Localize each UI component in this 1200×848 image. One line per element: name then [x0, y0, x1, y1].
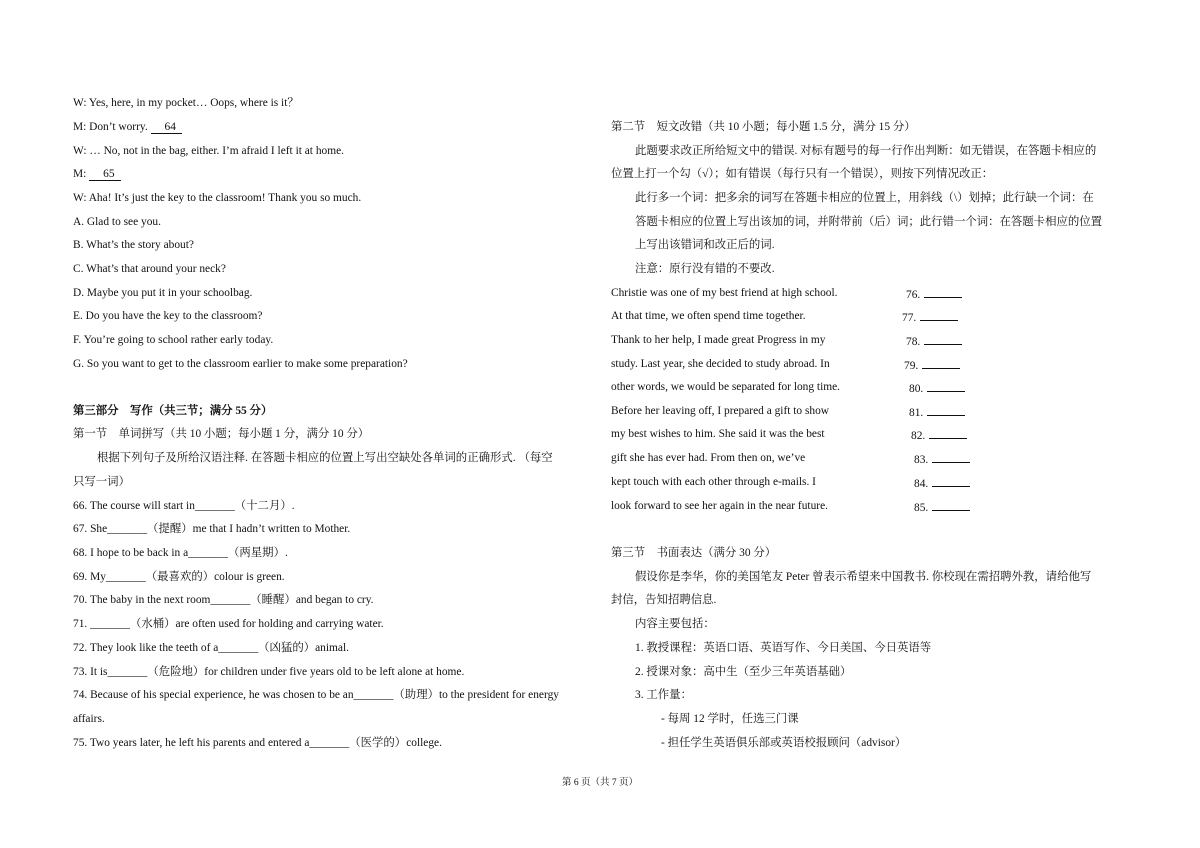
passage-line: gift she has ever had. From then on, we’ve [611, 452, 806, 464]
spelling-item: 68. I hope to be back in a_______（两星期）. [73, 547, 288, 559]
answer-blank [924, 286, 962, 298]
page-footer: 第 6 页（共 7 页） [561, 778, 638, 788]
dialogue-speaker-text: M: [73, 168, 87, 180]
spelling-item: 72. They look like the teeth of a_______（凶猛的）animal. [73, 642, 349, 654]
passage-line-number: 78. [906, 333, 962, 349]
content-title: 内容主要包括： [635, 618, 715, 630]
section2-note: 注意：原行没有错的不要改. [635, 263, 775, 275]
dialogue-line: W: … No, not in the bag, either. I’m afraid I left it at home. [73, 145, 344, 157]
passage-line: kept touch with each other through e-mails. I [611, 476, 816, 488]
content-point: 2. 授课对象：高中生（至少三年英语基础） [635, 666, 852, 678]
section2-instruction: 上写出该错词和改正后的词. [635, 239, 775, 251]
passage-line: At that time, we often spend time together. [611, 310, 806, 322]
section2-instruction: 位置上打一个勾（√）；如有错误（每行只有一个错误），则按下列情况改正： [611, 168, 994, 180]
content-subpoint: - 担任学生英语俱乐部或英语校报顾问（advisor） [661, 737, 907, 749]
spelling-item: 66. The course will start in_______（十二月）. [73, 500, 295, 512]
spelling-item: 73. It is_______（危险地）for children under five years old to be left alone at home. [73, 666, 465, 678]
answer-blank [924, 333, 962, 345]
answer-blank [927, 380, 965, 392]
spelling-item: 70. The baby in the next room_______（睡醒）and began to cry. [73, 594, 374, 606]
passage-line-number: 81. [909, 404, 965, 420]
answer-blank [922, 357, 960, 369]
section2-title: 第二节 短文改错（共 10 小题；每小题 1.5 分，满分 15 分） [611, 121, 916, 133]
section2-instruction: 答题卡相应的位置上写出该加的词，并附带前（后）词；此行错一个词：在答题卡相应的位置 [635, 216, 1103, 228]
passage-line: my best wishes to him. She said it was the best [611, 428, 825, 440]
spelling-item: 74. Because of his special experience, he was chosen to be an_______（助理）to the president for energy [73, 689, 559, 701]
option-item: A. Glad to see you. [73, 216, 161, 228]
section1-instruction: 根据下列句子及所给汉语注释. 在答题卡相应的位置上写出空缺处各单词的正确形式. （每空 [97, 452, 553, 464]
passage-line-number: 82. [911, 427, 967, 443]
answer-blank [929, 427, 967, 439]
answer-blank-65: 65 [89, 168, 120, 181]
passage-line-number: 79. [904, 357, 960, 373]
spelling-item: 75. Two years later, he left his parents and entered a_______（医学的）college. [73, 737, 442, 749]
content-subpoint: - 每周 12 学时，任选三门课 [661, 713, 799, 725]
passage-line-number: 77. [902, 309, 958, 325]
passage-line: look forward to see her again in the near future. [611, 500, 828, 512]
answer-blank [932, 499, 970, 511]
passage-line-number: 84. [914, 475, 970, 491]
section1-instruction: 只写一词） [73, 476, 130, 488]
dialogue-speaker-text: M: Don’t worry. [73, 121, 148, 133]
passage-line: Thank to her help, I made great Progress in my [611, 334, 826, 346]
option-item: F. You’re going to school rather early today. [73, 334, 274, 346]
dialogue-line: W: Aha! It’s just the key to the classroom! Thank you so much. [73, 192, 362, 204]
passage-line-number: 85. [914, 499, 970, 515]
content-point: 3. 工作量： [635, 689, 692, 701]
section3-instruction: 假设你是李华，你的美国笔友 Peter 曾表示希望来中国教书. 你校现在需招聘外教，请给他写 [635, 571, 1092, 583]
passage-line-number: 83. [914, 451, 970, 467]
spelling-item: affairs. [73, 713, 105, 725]
option-item: D. Maybe you put it in your schoolbag. [73, 287, 253, 299]
answer-blank [932, 475, 970, 487]
answer-blank [927, 404, 965, 416]
passage-line: Christie was one of my best friend at high school. [611, 287, 838, 299]
spelling-item: 69. My_______（最喜欢的）colour is green. [73, 571, 285, 583]
answer-blank-64: 64 [151, 121, 182, 134]
passage-line-number: 76. [906, 286, 962, 302]
option-item: E. Do you have the key to the classroom? [73, 310, 263, 322]
answer-blank [932, 451, 970, 463]
spelling-item: 67. She_______（提醒）me that I hadn’t written to Mother. [73, 523, 351, 535]
option-item: C. What’s that around your neck? [73, 263, 226, 275]
passage-line: Before her leaving off, I prepared a gift to show [611, 405, 830, 417]
option-item: B. What’s the story about? [73, 239, 194, 251]
option-item: G. So you want to get to the classroom earlier to make some preparation? [73, 358, 408, 370]
dialogue-line [73, 167, 121, 181]
passage-line-number: 80. [909, 380, 965, 396]
section1-title: 第一节 单词拼写（共 10 小题；每小题 1 分，满分 10 分） [73, 428, 370, 440]
passage-line: study. Last year, she decided to study abroad. In [611, 358, 830, 370]
passage-line: other words, we would be separated for long time. [611, 381, 841, 393]
content-point: 1. 教授课程：英语口语、英语写作、今日美国、今日英语等 [635, 642, 932, 654]
section2-instruction: 此题要求改正所给短文中的错误. 对标有题号的每一行作出判断：如无错误，在答题卡相应的 [635, 145, 1097, 157]
dialogue-line [73, 120, 182, 134]
answer-blank [920, 309, 958, 321]
section3-instruction: 封信，告知招聘信息. [611, 594, 717, 606]
spelling-item: 71. _______（水桶）are often used for holding and carrying water. [73, 618, 384, 630]
section3-title: 第三节 书面表达（满分 30 分） [611, 547, 777, 559]
section2-instruction: 此行多一个词：把多余的词写在答题卡相应的位置上，用斜线（\）划掉；此行缺一个词：在 [635, 192, 1094, 204]
dialogue-line: W: Yes, here, in my pocket… Oops, where is it？ [73, 97, 299, 109]
part3-title: 第三部分 写作（共三节；满分 55 分） [73, 405, 273, 417]
